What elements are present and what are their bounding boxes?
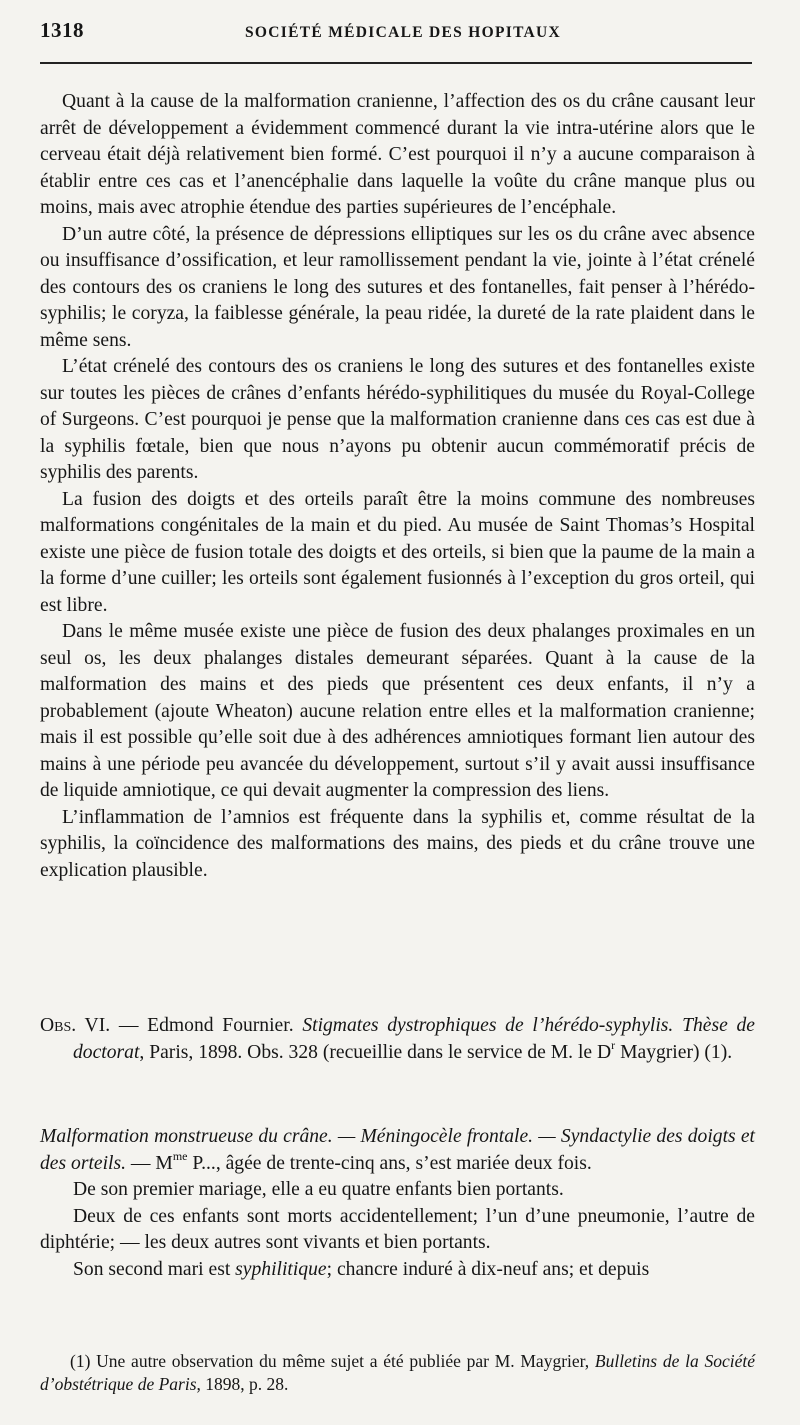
observation-thesis: Thèse de doctorat <box>73 1015 755 1063</box>
observation-citation: Obs. VI. — Edmond Fournier. Stigmates dystrophiques de l’hérédo-syphylis. Thèse de doctorat, Paris, 1898. Obs. 328 (recueillie dans le service de M. le $D^r$ Maygrier) (1). <box>40 1015 755 1063</box>
footnote <box>40 1350 755 1396</box>
observation-reference <box>40 1013 755 1066</box>
page-header <box>40 18 752 46</box>
case-heading: Malformation monstrueuse du crâne. — Méningocèle frontale. — Syndactylie des doigts et des orteils. — $M^{me}$ P..., âgée de trente-cinq ans, s’est mariée deux fois. <box>40 1126 755 1174</box>
running-title: SOCIÉTÉ MÉDICALE DES HOPITAUX <box>245 24 562 41</box>
observation-title: Stigmates dystrophiques de l’hérédo-syphylis. <box>302 1015 674 1036</box>
footnote-text: (1) Une autre observation du même sujet a été publiée par M. Maygrier, Bulletins de la Société d’obstétrique de Paris, 1898, p. 28. <box>40 1351 756 1394</box>
header-rule <box>40 62 752 64</box>
paragraph: Dans le même musée existe une pièce de fusion des deux phalanges proximales en un seul os, les deux phalanges distales demeurant séparées. Quant à la cause de la malformation des mains et des pieds que présentent ces deux enfants, il n’y a probablement (ajoute Wheaton) aucune relation entre elles et la malformation cranienne; mais il est possible qu’elle soit due à des adhérences amniotiques formant lien autour des mains à une période peu avancée du développement, surtout s’il y avait aussi insuffisance de liquide amniotique, ce qui devait augmenter la compression des liens. <box>40 621 755 801</box>
case-paragraph: Son second mari est syphilitique; chancre induré à dix-neuf ans; et depuis <box>73 1258 650 1280</box>
case-paragraph: De son premier mariage, elle a eu quatre enfants bien portants. <box>73 1179 564 1200</box>
page-number: 1318 <box>40 18 84 42</box>
main-text <box>40 89 755 884</box>
paragraph: L’état crénelé des contours des os craniens le long des sutures et des fontanelles existe sur toutes les pièces de crânes d’enfants hérédo-syphilitiques du musée du Royal-College of Surgeons. C’est pourquoi je pense que la malformation cranienne dans ces cas est due à la syphilis fœtale, bien que nous n’ayons pu obtenir aucun commémoratif précis de syphilis des parents. <box>40 356 755 483</box>
paragraph: L’inflammation de l’amnios est fréquente dans la syphilis et, comme résultat de la syphilis, la coïncidence des malformations des mains, des pieds et du crâne trouve une explication plausible. <box>40 806 755 881</box>
case-heading-italic: Malformation monstrueuse du crâne. — Méningocèle frontale. — Syndactylie des doigts et des orteils. <box>40 1126 755 1174</box>
observation-label: Obs. VI. <box>40 1015 111 1036</box>
case-description <box>40 1124 755 1283</box>
case-paragraph: Deux de ces enfants sont morts accidentellement; l’un d’une pneumonie, l’autre de diphtérie; — les deux autres sont vivants et bien portants. <box>40 1205 755 1253</box>
paragraph: La fusion des doigts et des orteils paraît être la moins commune des nombreuses malformations congénitales de la main et du pied. Au musée de Saint Thomas’s Hospital existe une pièce de fusion totale des doigts et des orteils, si bien que la paume de la main a la forme d’une cuiller; les orteils sont également fusionnés à l’exception du gros orteil, qui est libre. <box>40 488 755 616</box>
paragraph: Quant à la cause de la malformation cranienne, l’affection des os du crâne causant leur arrêt de développement a évidemment commencé durant la vie intra-utérine alors que le cerveau était déjà relativement bien formé. C’est pourquoi il n’y a aucune comparaison à établir entre ces cas et l’anencéphalie dans laquelle la voûte du crâne manque plus ou moins, mais avec atrophie étendue des parties supérieures de l’encéphale. <box>40 91 755 218</box>
observation-author: Edmond Fournier. <box>147 1015 303 1036</box>
paragraph: D’un autre côté, la présence de dépressions elliptiques sur les os du crâne avec absence ou insuffisance d’ossification, et leur ramollissement pendant la vie, jointe à l’état crénelé des contours des os craniens le long des sutures et des fontanelles, fait penser à l’hérédo-syphilis; le coryza, la faiblesse générale, la peau ridée, la dureté de la rate plaident dans le même sens. <box>40 223 755 351</box>
